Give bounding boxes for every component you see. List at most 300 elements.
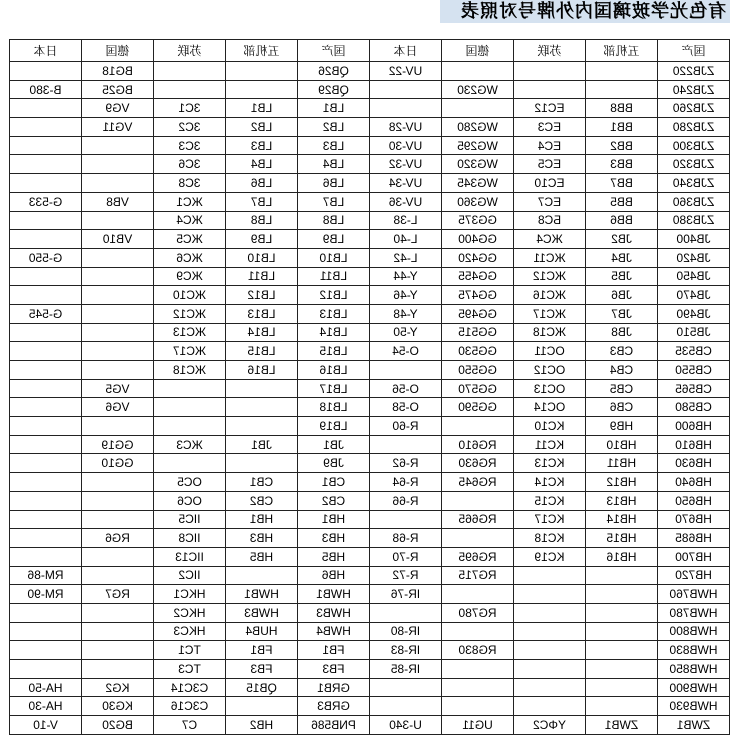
cell-ministry: BB8	[585, 99, 657, 118]
cell-soviet: KC14	[513, 473, 585, 492]
cell-ministry: HB12	[585, 473, 657, 492]
cell-domestic: QB29	[297, 81, 369, 100]
cell-domestic: HB640	[657, 473, 729, 492]
cell-german: BG20	[81, 716, 153, 735]
cell-soviet: 3C2	[153, 118, 225, 137]
cell-ministry: HB1	[225, 511, 297, 530]
cell-soviet: KC10	[513, 417, 585, 436]
cell-ministry	[225, 417, 297, 436]
cell-japanese	[9, 230, 81, 249]
cell-german	[81, 155, 153, 174]
cell-japanese	[9, 137, 81, 156]
cell-german	[81, 286, 153, 305]
cell-german: WG360	[441, 193, 513, 212]
table-row	[9, 193, 729, 212]
column-header-soviet: 苏联	[513, 40, 585, 62]
cell-domestic: ZJB380	[657, 212, 729, 231]
cell-domestic: HB650	[657, 492, 729, 511]
cell-german: WG345	[441, 174, 513, 193]
cell-german	[81, 305, 153, 324]
table-row	[9, 62, 729, 81]
table-row	[9, 529, 729, 548]
cell-soviet: EC7	[513, 193, 585, 212]
cell-ministry: JB7	[585, 305, 657, 324]
table-row	[9, 679, 729, 698]
cell-ministry: HB2	[225, 716, 297, 735]
cell-ministry: LB14	[225, 324, 297, 343]
cell-japanese: UV-32	[369, 155, 441, 174]
cell-ministry	[225, 62, 297, 81]
cell-ministry: JB2	[585, 230, 657, 249]
cell-soviet: OC5	[153, 473, 225, 492]
cell-ministry: LB12	[225, 286, 297, 305]
cell-soviet: HKC3	[153, 623, 225, 642]
cell-japanese	[9, 529, 81, 548]
cell-japanese: G-545	[9, 305, 81, 324]
cell-domestic: CB1	[297, 473, 369, 492]
cell-german: WG320	[441, 155, 513, 174]
cell-german: VG5	[81, 380, 153, 399]
cell-soviet	[513, 81, 585, 100]
table-row	[9, 641, 729, 660]
cell-german	[81, 324, 153, 343]
cell-german: RG715	[441, 567, 513, 586]
cell-soviet	[513, 623, 585, 642]
cell-soviet: IIC8	[153, 529, 225, 548]
cell-soviet: ЖC18	[513, 324, 585, 343]
cell-soviet	[513, 679, 585, 698]
cell-japanese	[9, 417, 81, 436]
table-row	[9, 361, 729, 380]
cell-german	[441, 529, 513, 548]
cell-japanese: B-380	[9, 81, 81, 100]
cell-ministry	[585, 81, 657, 100]
cell-ministry: HB11	[585, 454, 657, 473]
cell-soviet: YΦC2	[513, 716, 585, 735]
cell-domestic: LB7	[297, 193, 369, 212]
table-row	[9, 324, 729, 343]
table-row	[9, 604, 729, 623]
cell-domestic: ZJB340	[657, 174, 729, 193]
cell-german: VG11	[81, 118, 153, 137]
cell-soviet: KC17	[513, 511, 585, 530]
cell-ministry: HB10	[585, 436, 657, 455]
cell-german: RG665	[441, 511, 513, 530]
cell-german	[81, 473, 153, 492]
cell-ministry: LB6	[225, 174, 297, 193]
cell-soviet: БC8	[513, 212, 585, 231]
cell-soviet: KC19	[513, 548, 585, 567]
cell-soviet: EC4	[513, 137, 585, 156]
cell-ministry	[585, 660, 657, 679]
cell-domestic: HB600	[657, 417, 729, 436]
cell-japanese: L-38	[369, 212, 441, 231]
cell-german: VB8	[81, 193, 153, 212]
cell-ministry: LB11	[225, 268, 297, 287]
cell-soviet: KC15	[513, 492, 585, 511]
cell-soviet	[153, 454, 225, 473]
column-header-japanese: 日本	[9, 40, 81, 62]
cell-soviet	[513, 697, 585, 716]
table-row	[9, 567, 729, 586]
cell-japanese: O-58	[369, 398, 441, 417]
cell-domestic: PNB586	[297, 716, 369, 735]
cell-domestic: LB16	[297, 361, 369, 380]
cell-domestic: ZJB220	[657, 62, 729, 81]
cell-german	[441, 660, 513, 679]
cell-japanese	[9, 604, 81, 623]
cell-japanese: UV-28	[369, 118, 441, 137]
cell-german: KG30	[81, 697, 153, 716]
cell-ministry: HB9	[585, 417, 657, 436]
cell-japanese: O-56	[369, 380, 441, 399]
cell-domestic: HWB900	[657, 679, 729, 698]
table-row	[9, 417, 729, 436]
cell-soviet	[513, 660, 585, 679]
cell-ministry: HB16	[585, 548, 657, 567]
cell-domestic: LB1	[297, 99, 369, 118]
cell-domestic: LB9	[297, 230, 369, 249]
cell-japanese	[9, 212, 81, 231]
cell-soviet: C7	[153, 716, 225, 735]
cell-soviet	[153, 62, 225, 81]
column-header-german: 德国	[441, 40, 513, 62]
table-row	[9, 137, 729, 156]
cell-japanese: IR-85	[369, 660, 441, 679]
cell-japanese: L-40	[369, 230, 441, 249]
page-title: 有色光学玻璃国内外牌号对照表	[440, 0, 730, 23]
cell-ministry: CB2	[225, 492, 297, 511]
cell-domestic: CB2	[297, 492, 369, 511]
cell-soviet: OC12	[513, 361, 585, 380]
cell-japanese	[369, 81, 441, 100]
cell-domestic: JB9	[297, 454, 369, 473]
cell-domestic: LB14	[297, 324, 369, 343]
cell-japanese: R-60	[369, 417, 441, 436]
cell-soviet: ЖC11	[513, 249, 585, 268]
cell-soviet: EC5	[513, 155, 585, 174]
cell-german	[441, 417, 513, 436]
cell-soviet: ЖC3	[153, 436, 225, 455]
cell-japanese: R-66	[369, 492, 441, 511]
cell-german: GG530	[441, 342, 513, 361]
cell-ministry: CB4	[585, 361, 657, 380]
cell-german	[81, 641, 153, 660]
cell-soviet: EC3	[513, 118, 585, 137]
cell-ministry: CB3	[585, 342, 657, 361]
cell-domestic: ZJB300	[657, 137, 729, 156]
cell-ministry	[225, 380, 297, 399]
cell-german	[81, 361, 153, 380]
table-row	[9, 380, 729, 399]
cell-japanese	[9, 660, 81, 679]
cell-domestic: HB685	[657, 529, 729, 548]
cell-german	[441, 585, 513, 604]
cell-ministry	[585, 641, 657, 660]
cell-soviet: KC11	[513, 436, 585, 455]
cell-ministry: CB6	[585, 398, 657, 417]
cell-ministry: HWB1	[225, 585, 297, 604]
cell-domestic: JB490	[657, 305, 729, 324]
cell-japanese	[9, 62, 81, 81]
cell-soviet: IIC5	[153, 511, 225, 530]
cell-german	[81, 604, 153, 623]
cell-japanese: G-533	[9, 193, 81, 212]
cell-ministry: FB1	[225, 641, 297, 660]
cell-domestic: HWB830	[657, 641, 729, 660]
cell-german: BG25	[81, 81, 153, 100]
cell-soviet: ЖC17	[513, 305, 585, 324]
cell-ministry	[585, 604, 657, 623]
cell-german: GG400	[441, 230, 513, 249]
table-row	[9, 268, 729, 287]
cell-domestic: HB6	[297, 567, 369, 586]
cell-ministry	[225, 567, 297, 586]
cell-japanese: U-340	[369, 716, 441, 735]
cell-ministry: HUB4	[225, 623, 297, 642]
table-row	[9, 716, 729, 735]
cell-soviet: ЖC5	[153, 230, 225, 249]
cell-german: RG780	[441, 604, 513, 623]
cell-japanese	[9, 342, 81, 361]
table-row	[9, 174, 729, 193]
cell-ministry	[585, 679, 657, 698]
cell-japanese: HA-50	[9, 679, 81, 698]
cell-domestic: HWB3	[297, 604, 369, 623]
cell-japanese	[9, 380, 81, 399]
cell-soviet: EC10	[513, 174, 585, 193]
cell-domestic: HWB1	[297, 585, 369, 604]
cell-soviet: ЖC10	[153, 286, 225, 305]
column-header-domestic: 国产	[657, 40, 729, 62]
table-row	[9, 511, 729, 530]
cell-ministry	[585, 623, 657, 642]
cell-soviet: ЖC18	[153, 361, 225, 380]
cell-ministry: CB5	[585, 380, 657, 399]
cell-domestic: ZJB280	[657, 118, 729, 137]
cell-domestic: JB470	[657, 286, 729, 305]
cell-japanese: R-68	[369, 529, 441, 548]
cell-soviet: ЖC1	[153, 193, 225, 212]
cell-ministry: ZWB1	[585, 716, 657, 735]
cell-soviet: TC1	[153, 641, 225, 660]
table-row	[9, 230, 729, 249]
table-row	[9, 286, 729, 305]
cell-soviet: 3C3	[153, 137, 225, 156]
cell-ministry: LB7	[225, 193, 297, 212]
cell-soviet	[153, 81, 225, 100]
cell-german: WG230	[441, 81, 513, 100]
cell-ministry: BB6	[585, 212, 657, 231]
cell-ministry: BB1	[585, 118, 657, 137]
cell-domestic: LB11	[297, 268, 369, 287]
cell-soviet: OC13	[513, 380, 585, 399]
cell-soviet: OC11	[513, 342, 585, 361]
cell-domestic: HWB760	[657, 585, 729, 604]
cell-japanese: Y-46	[369, 286, 441, 305]
cell-ministry: BB3	[585, 155, 657, 174]
cell-domestic: LB4	[297, 155, 369, 174]
cell-german: VG6	[81, 398, 153, 417]
cell-domestic: CB565	[657, 380, 729, 399]
cell-ministry: JB8	[585, 324, 657, 343]
cell-german	[441, 492, 513, 511]
cell-japanese: IR-83	[369, 641, 441, 660]
cell-ministry	[585, 585, 657, 604]
cell-japanese	[9, 473, 81, 492]
cell-japanese	[369, 99, 441, 118]
cell-domestic: GRB3	[297, 697, 369, 716]
cell-domestic: LB8	[297, 212, 369, 231]
cell-soviet: ЖC17	[153, 342, 225, 361]
cell-soviet	[513, 604, 585, 623]
cell-ministry	[225, 454, 297, 473]
cell-domestic: HB5	[297, 548, 369, 567]
cell-german	[81, 492, 153, 511]
cell-domestic: LB3	[297, 137, 369, 156]
cell-japanese	[369, 361, 441, 380]
cell-domestic: HB1	[297, 511, 369, 530]
cell-domestic: HWB850	[657, 660, 729, 679]
header-row	[9, 40, 729, 62]
cell-german: RG7	[81, 585, 153, 604]
cell-domestic: HB610	[657, 436, 729, 455]
cell-domestic: FB3	[297, 660, 369, 679]
cell-domestic: JB450	[657, 268, 729, 287]
cell-japanese	[9, 436, 81, 455]
cell-japanese: UV-36	[369, 193, 441, 212]
cell-german: RG695	[441, 548, 513, 567]
cell-domestic: HWB4	[297, 623, 369, 642]
cell-japanese	[9, 623, 81, 642]
cell-domestic: HWB800	[657, 623, 729, 642]
cell-ministry: CB1	[225, 473, 297, 492]
table-row	[9, 473, 729, 492]
cell-ministry: JB1	[225, 436, 297, 455]
cell-ministry: HB5	[225, 548, 297, 567]
cell-domestic: CB580	[657, 398, 729, 417]
cell-german	[441, 697, 513, 716]
cell-domestic: HB700	[657, 548, 729, 567]
cell-japanese: RM-90	[9, 585, 81, 604]
cell-domestic: CB550	[657, 361, 729, 380]
cell-ministry: JB4	[585, 249, 657, 268]
cell-domestic: HB3	[297, 529, 369, 548]
cell-ministry	[585, 697, 657, 716]
table-row	[9, 623, 729, 642]
table-row	[9, 398, 729, 417]
cell-japanese: R-72	[369, 567, 441, 586]
cell-soviet: ЖC12	[513, 268, 585, 287]
cell-german: WG280	[441, 118, 513, 137]
cell-domestic: ZJB360	[657, 193, 729, 212]
cell-japanese: UV-30	[369, 137, 441, 156]
cell-soviet: 3C6	[153, 155, 225, 174]
cell-soviet	[513, 567, 585, 586]
cell-domestic: JB510	[657, 324, 729, 343]
cell-soviet: C3C14	[153, 679, 225, 698]
table-row	[9, 585, 729, 604]
cell-ministry: HB3	[225, 529, 297, 548]
cell-domestic: LB12	[297, 286, 369, 305]
column-header-japanese: 日本	[369, 40, 441, 62]
cell-japanese	[9, 492, 81, 511]
cell-soviet: OC14	[513, 398, 585, 417]
cell-domestic: LB2	[297, 118, 369, 137]
cell-japanese	[9, 324, 81, 343]
table-row	[9, 492, 729, 511]
cell-domestic: ZWB1	[657, 716, 729, 735]
cell-german: VB10	[81, 230, 153, 249]
cell-japanese	[9, 398, 81, 417]
table-row	[9, 548, 729, 567]
cell-ministry: LB8	[225, 212, 297, 231]
cell-german: RG610	[441, 436, 513, 455]
cell-german	[441, 679, 513, 698]
column-header-ministry: 五机部	[585, 40, 657, 62]
cell-japanese	[369, 697, 441, 716]
table-row	[9, 660, 729, 679]
cell-ministry: LB4	[225, 155, 297, 174]
cell-japanese	[9, 548, 81, 567]
cell-soviet: KC13	[513, 454, 585, 473]
cell-ministry: LB2	[225, 118, 297, 137]
cell-japanese: R-70	[369, 548, 441, 567]
cell-soviet	[513, 641, 585, 660]
cell-german	[81, 342, 153, 361]
cell-domestic: LB6	[297, 174, 369, 193]
cell-soviet: IIC2	[153, 567, 225, 586]
cell-ministry: QB15	[225, 679, 297, 698]
cell-soviet: HKC1	[153, 585, 225, 604]
cell-japanese: Y-48	[369, 305, 441, 324]
cell-german: GG515	[441, 324, 513, 343]
cell-japanese: R-62	[369, 454, 441, 473]
cell-soviet: ЖC9	[153, 268, 225, 287]
cell-ministry: HWB3	[225, 604, 297, 623]
cell-german: GG10	[81, 454, 153, 473]
cell-german: GG570	[441, 380, 513, 399]
cell-german	[81, 567, 153, 586]
cell-german	[81, 623, 153, 642]
cell-japanese: Y-50	[369, 324, 441, 343]
cell-soviet: ЖC4	[153, 212, 225, 231]
cell-domestic: CB535	[657, 342, 729, 361]
cell-german	[441, 99, 513, 118]
cell-ministry	[585, 62, 657, 81]
cell-soviet	[153, 417, 225, 436]
cell-domestic: LB18	[297, 398, 369, 417]
cell-ministry	[225, 81, 297, 100]
table-row	[9, 342, 729, 361]
cell-japanese: Y-44	[369, 268, 441, 287]
cell-soviet: C3C16	[153, 697, 225, 716]
column-header-german: 德国	[81, 40, 153, 62]
cell-domestic: JB400	[657, 230, 729, 249]
cell-german: GG455	[441, 268, 513, 287]
cell-soviet: ЖC13	[153, 324, 225, 343]
table-row	[9, 155, 729, 174]
cell-german: GG590	[441, 398, 513, 417]
cell-soviet: 3C1	[153, 99, 225, 118]
cell-soviet: OC6	[153, 492, 225, 511]
cell-japanese: HA-30	[9, 697, 81, 716]
cell-soviet: TC3	[153, 660, 225, 679]
cell-german	[441, 623, 513, 642]
cell-soviet	[153, 398, 225, 417]
cell-german	[81, 511, 153, 530]
column-header-ministry: 五机部	[225, 40, 297, 62]
